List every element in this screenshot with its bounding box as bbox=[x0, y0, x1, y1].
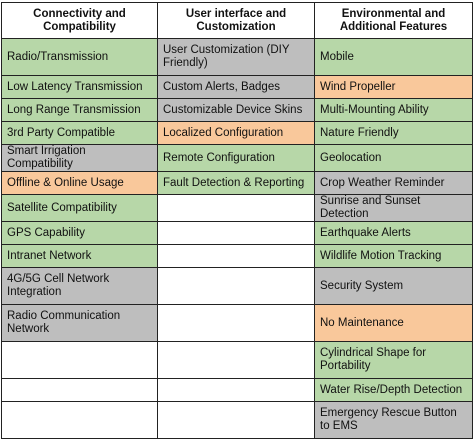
table-cell bbox=[158, 305, 315, 342]
table-cell bbox=[158, 245, 315, 268]
feature-table bbox=[1, 2, 473, 439]
table-cell bbox=[158, 268, 315, 305]
table-cell bbox=[158, 342, 315, 379]
table-cell: Remote Configuration bbox=[158, 145, 315, 172]
table-cell: Customizable Device Skins bbox=[158, 99, 315, 122]
header-environmental: Environmental and Additional Features bbox=[315, 3, 473, 39]
table-cell: Radio Communication Network bbox=[2, 305, 158, 342]
table-cell: Fault Detection & Reporting bbox=[158, 172, 315, 195]
table-cell: Long Range Transmission bbox=[2, 99, 158, 122]
table-cell: Wind Propeller bbox=[315, 76, 473, 99]
table-cell: Radio/Transmission bbox=[2, 39, 158, 76]
header-row bbox=[2, 3, 473, 39]
table-row bbox=[2, 268, 473, 305]
table-cell bbox=[158, 402, 315, 439]
table-cell: Security System bbox=[315, 268, 473, 305]
table-cell: Smart Irrigation Compatibility bbox=[2, 145, 158, 172]
table-row bbox=[2, 99, 473, 122]
table-row bbox=[2, 245, 473, 268]
table-cell: Earthquake Alerts bbox=[315, 222, 473, 245]
table-cell: Wildlife Motion Tracking bbox=[315, 245, 473, 268]
table-row bbox=[2, 122, 473, 145]
table-cell bbox=[158, 222, 315, 245]
table-row bbox=[2, 76, 473, 99]
table-row bbox=[2, 145, 473, 172]
table-cell: Intranet Network bbox=[2, 245, 158, 268]
table-cell: Satellite Compatibility bbox=[2, 195, 158, 222]
table-row bbox=[2, 195, 473, 222]
table-cell: User Customization (DIY Friendly) bbox=[158, 39, 315, 76]
table-cell: Crop Weather Reminder bbox=[315, 172, 473, 195]
table-cell: Mobile bbox=[315, 39, 473, 76]
table-row bbox=[2, 172, 473, 195]
table-cell bbox=[2, 379, 158, 402]
table-cell: Emergency Rescue Button to EMS bbox=[315, 402, 473, 439]
table-row bbox=[2, 39, 473, 76]
table-cell: Low Latency Transmission bbox=[2, 76, 158, 99]
table-row bbox=[2, 342, 473, 379]
table-cell: Water Rise/Depth Detection bbox=[315, 379, 473, 402]
table-row bbox=[2, 222, 473, 245]
table-cell: GPS Capability bbox=[2, 222, 158, 245]
table-cell: Offline & Online Usage bbox=[2, 172, 158, 195]
table-cell: Localized Configuration bbox=[158, 122, 315, 145]
table-cell: 4G/5G Cell Network Integration bbox=[2, 268, 158, 305]
table-row bbox=[2, 305, 473, 342]
table-cell: No Maintenance bbox=[315, 305, 473, 342]
table-row bbox=[2, 402, 473, 439]
table-row bbox=[2, 379, 473, 402]
table-cell: 3rd Party Compatible bbox=[2, 122, 158, 145]
table-cell: Cylindrical Shape for Portability bbox=[315, 342, 473, 379]
header-connectivity: Connectivity and Compatibility bbox=[2, 3, 158, 39]
table-cell: Custom Alerts, Badges bbox=[158, 76, 315, 99]
table-cell: Geolocation bbox=[315, 145, 473, 172]
table-cell bbox=[158, 379, 315, 402]
table-cell: Sunrise and Sunset Detection bbox=[315, 195, 473, 222]
table-cell: Multi-Mounting Ability bbox=[315, 99, 473, 122]
header-user-interface: User interface and Customization bbox=[158, 3, 315, 39]
table-cell bbox=[158, 195, 315, 222]
table-cell bbox=[2, 402, 158, 439]
table-cell: Nature Friendly bbox=[315, 122, 473, 145]
table-cell bbox=[2, 342, 158, 379]
